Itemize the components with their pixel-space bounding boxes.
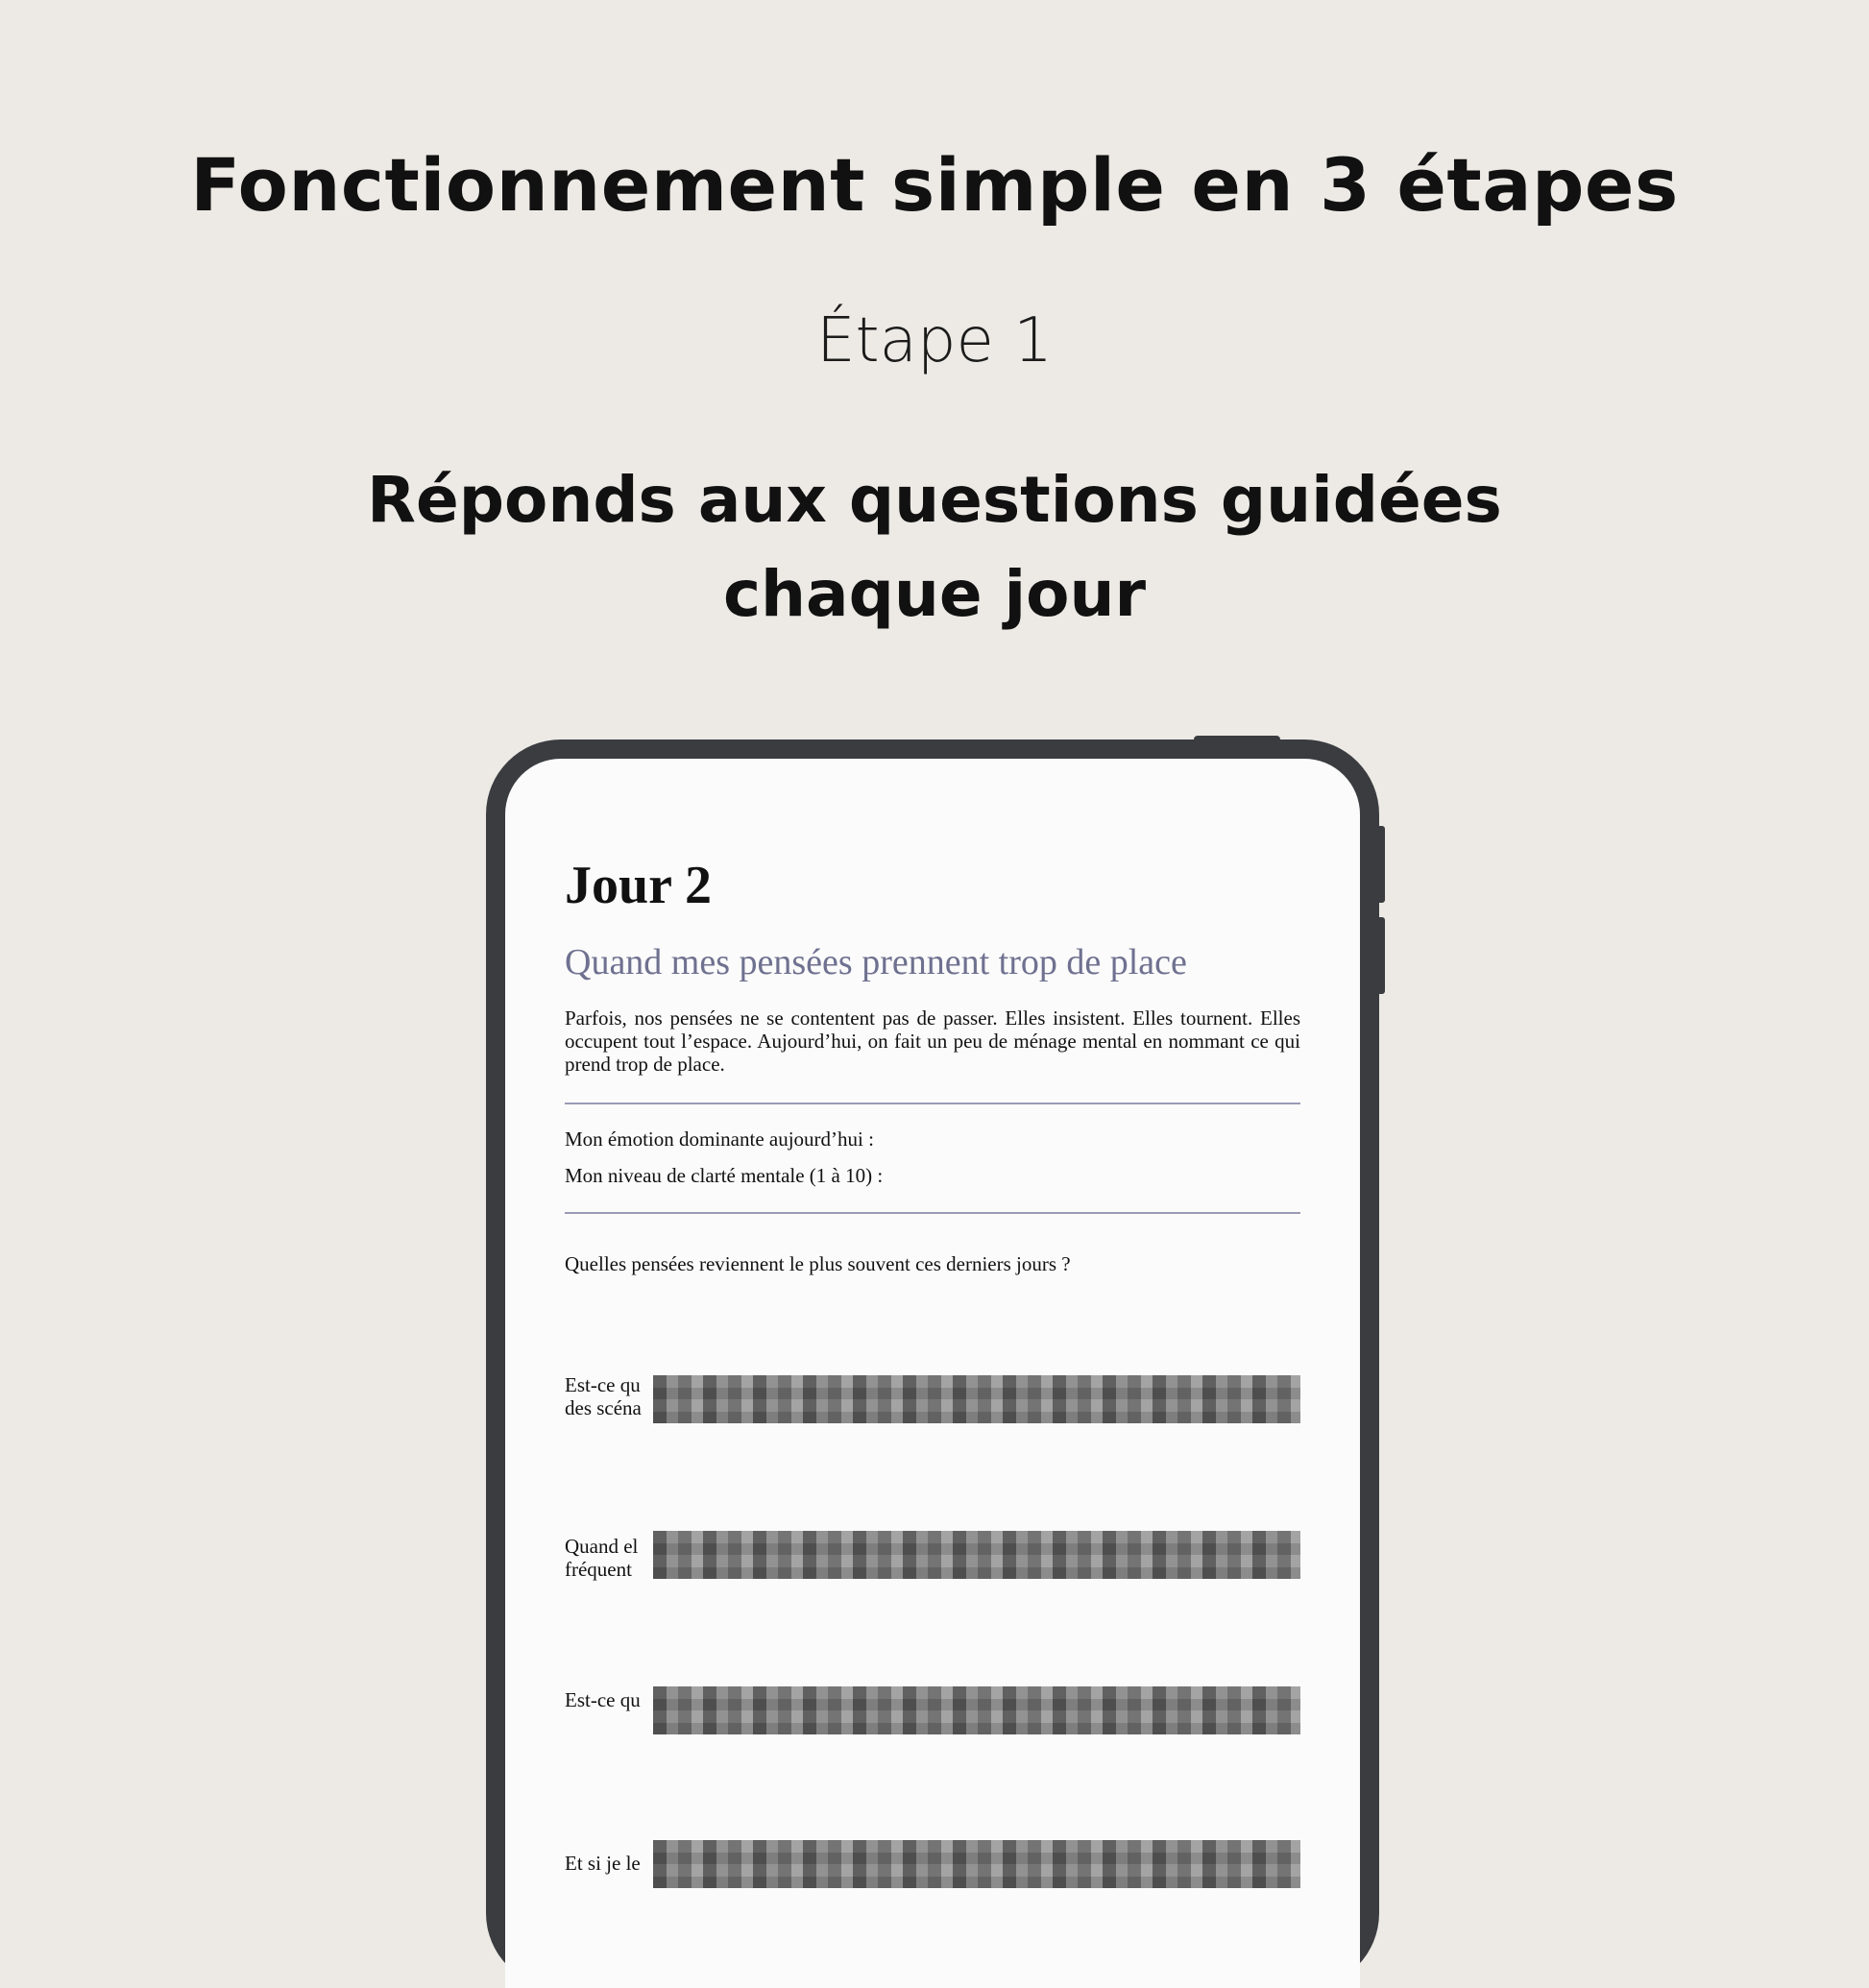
question-1: Quelles pensées reviennent le plus souvent ces derniers jours ? bbox=[565, 1252, 1071, 1275]
step-description bbox=[0, 453, 1869, 642]
step-description-line-2: chaque jour bbox=[722, 557, 1147, 631]
question-3 bbox=[565, 1535, 653, 1581]
divider-bottom bbox=[565, 1212, 1300, 1214]
question-2-line-1: Est-ce qu bbox=[565, 1373, 641, 1396]
blurred-text-1 bbox=[653, 1375, 1300, 1423]
question-2-line-2: des scéna bbox=[565, 1396, 642, 1419]
field-clarity: Mon niveau de clarté mentale (1 à 10) : bbox=[565, 1164, 884, 1187]
question-4-line-1: Est-ce qu bbox=[565, 1688, 641, 1711]
blurred-text-4 bbox=[653, 1840, 1300, 1888]
step-label: Étape 1 bbox=[816, 305, 1053, 376]
blurred-text-3 bbox=[653, 1686, 1300, 1734]
day-subtitle: Quand mes pensées prennent trop de place bbox=[565, 942, 1187, 982]
tablet-screen bbox=[505, 759, 1360, 1988]
question-4 bbox=[565, 1688, 653, 1711]
question-3-line-2: fréquent bbox=[565, 1558, 632, 1581]
question-5 bbox=[565, 1852, 653, 1875]
step-description-line-1: Réponds aux questions guidées bbox=[367, 463, 1502, 537]
day-title: Jour 2 bbox=[565, 856, 712, 915]
field-emotion: Mon émotion dominante aujourd’hui : bbox=[565, 1127, 874, 1151]
page-heading: Fonctionnement simple en 3 étapes bbox=[190, 142, 1679, 228]
blurred-text-2 bbox=[653, 1531, 1300, 1579]
divider-top bbox=[565, 1103, 1300, 1104]
question-5-line-1: Et si je le bbox=[565, 1852, 641, 1875]
question-2 bbox=[565, 1373, 653, 1419]
question-3-line-1: Quand el bbox=[565, 1535, 639, 1558]
tablet-device bbox=[486, 739, 1379, 1988]
intro-paragraph: Parfois, nos pensées ne se contentent pas de passer. Elles insistent. Elles tournent. Elles occupent tout l’espace. Aujourd’hui, on fait un peu de ménage mental en nommant ce qui prend trop de place. bbox=[565, 1006, 1300, 1076]
